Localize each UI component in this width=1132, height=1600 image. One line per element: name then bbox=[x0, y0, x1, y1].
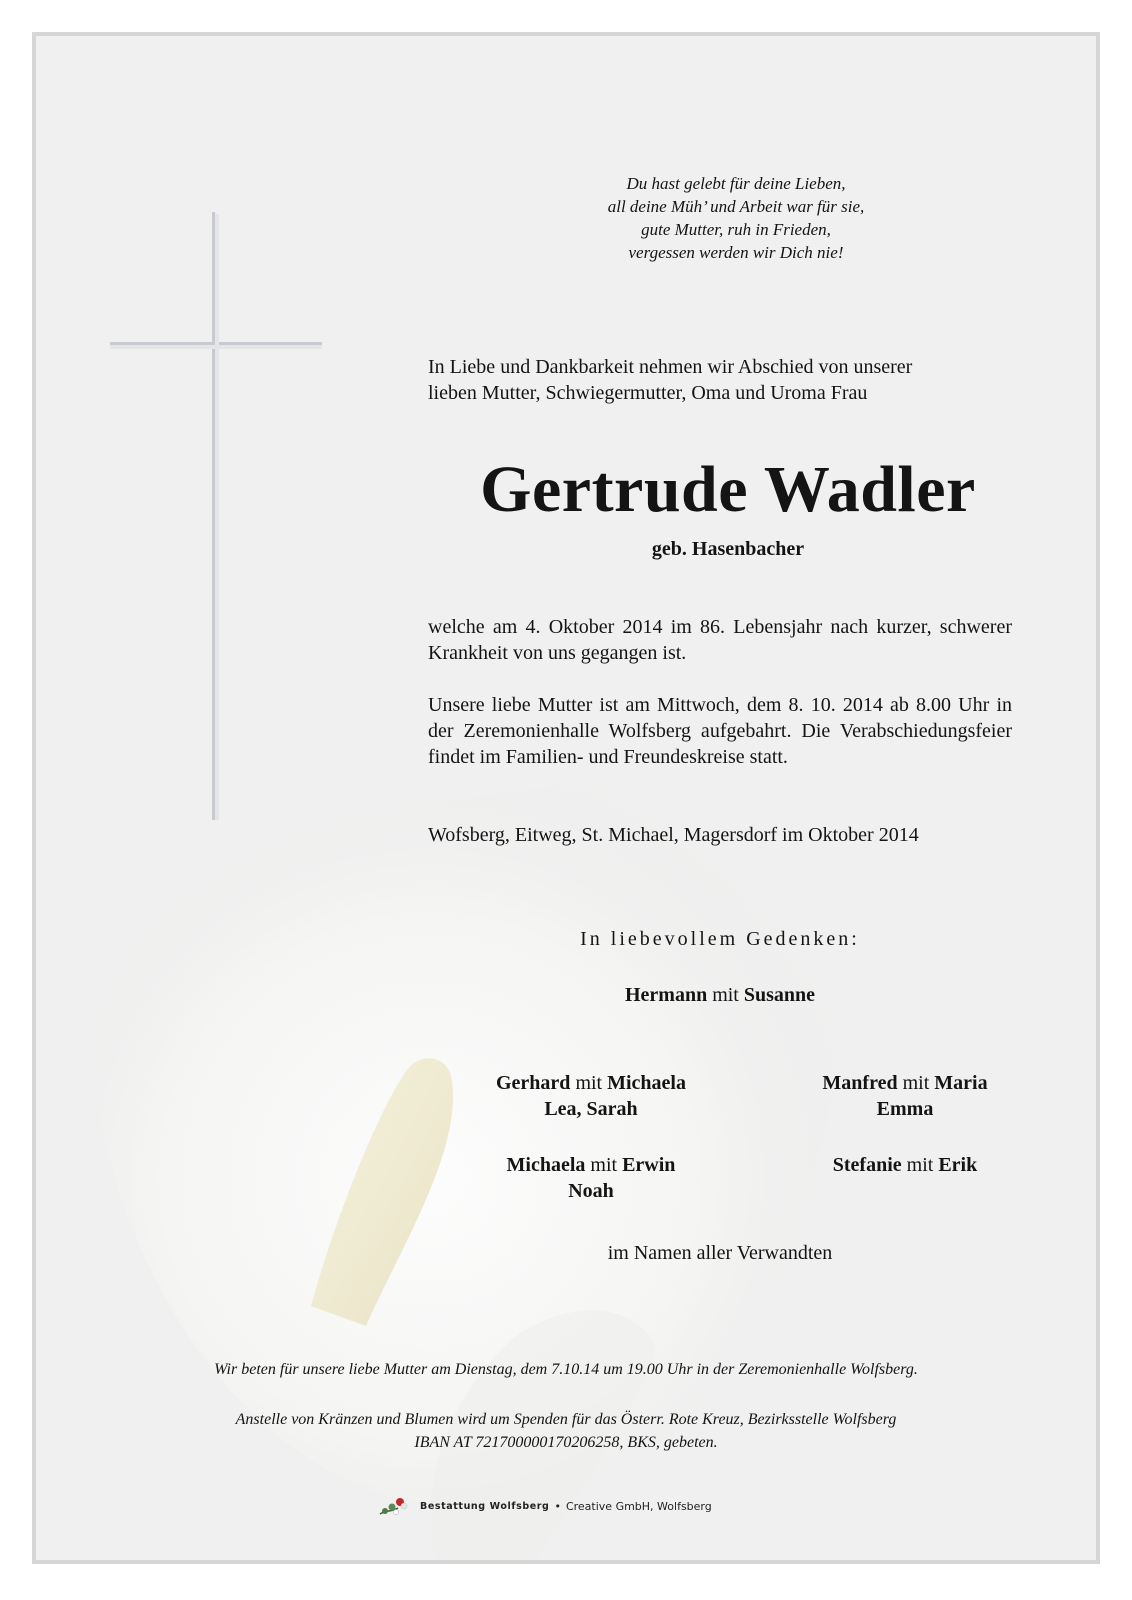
creator-credit: Creative GmbH, Wolfsberg bbox=[565, 1499, 712, 1513]
poem-line: vergessen werden wir Dich nie! bbox=[628, 243, 844, 262]
mourner-group-right-2 bbox=[770, 1152, 1040, 1178]
mourner-connector: mit bbox=[902, 1072, 930, 1094]
funeral-home-footer bbox=[376, 1491, 776, 1521]
mourner-group-left-2 bbox=[456, 1152, 726, 1204]
footer-separator: • bbox=[554, 1499, 561, 1513]
mourner-name: Erik bbox=[938, 1154, 978, 1176]
poem-line: all deine Müh’ und Arbeit war für sie, bbox=[607, 197, 865, 216]
donation-note bbox=[36, 1408, 1096, 1454]
mourner-name: Hermann bbox=[624, 984, 708, 1006]
intro-text bbox=[428, 354, 1028, 406]
obituary-frame bbox=[32, 32, 1100, 1564]
mourner-name: Gerhard bbox=[496, 1072, 571, 1094]
mourner-connector: mit bbox=[575, 1072, 603, 1094]
place-date-line: Wofsberg, Eitweg, St. Michael, Magersdorf im Oktober 2014 bbox=[428, 824, 919, 846]
mourner-connector: mit bbox=[712, 984, 739, 1006]
poem-verse bbox=[556, 172, 916, 264]
mourner-group-main bbox=[428, 982, 1012, 1008]
mourner-connector: mit bbox=[590, 1154, 618, 1176]
mourner-name: Michaela bbox=[506, 1154, 586, 1176]
mourner-name: Michaela bbox=[607, 1072, 686, 1094]
intro-line-1: In Liebe und Dankbarkeit nehmen wir Abschied von unserer bbox=[428, 356, 913, 378]
flower-logo-icon bbox=[376, 1492, 416, 1520]
mourner-group-left-1 bbox=[456, 1070, 726, 1122]
deceased-name: Gertrude Wadler bbox=[480, 453, 976, 526]
mourner-children: Emma bbox=[876, 1098, 934, 1120]
relatives-line: im Namen aller Verwandten bbox=[607, 1242, 833, 1264]
mourner-name: Manfred bbox=[822, 1072, 898, 1094]
poem-line: gute Mutter, ruh in Frieden, bbox=[641, 220, 831, 239]
mourner-children: Noah bbox=[568, 1180, 614, 1202]
mourners-heading: In liebevollem Gedenken: bbox=[580, 928, 860, 950]
mourner-name: Maria bbox=[934, 1072, 988, 1094]
prayer-note: Wir beten für unsere liebe Mutter am Dienstag, dem 7.10.14 um 19.00 Uhr in der Zeremonienhalle Wolfsberg. bbox=[214, 1361, 918, 1378]
mourner-connector: mit bbox=[906, 1154, 934, 1176]
funeral-home-name: Bestattung Wolfsberg bbox=[420, 1500, 550, 1512]
death-notice-paragraph: welche am 4. Oktober 2014 im 86. Lebensjahr nach kurzer, schwerer Krankheit von uns gegangen ist. bbox=[428, 616, 1012, 664]
donation-line-1: Anstelle von Kränzen und Blumen wird um Spenden für das Österr. Rote Kreuz, Bezirksstelle Wolfsberg bbox=[235, 1411, 897, 1428]
viewing-paragraph: Unsere liebe Mutter ist am Mittwoch, dem 8. 10. 2014 ab 8.00 Uhr in der Zeremonienhalle Wolfsberg aufgebahrt. Die Verabschiedungsfeier findet im Familien- und Freundeskreise statt. bbox=[428, 694, 1012, 768]
mourner-children: Lea, Sarah bbox=[544, 1098, 638, 1120]
donation-line-2: IBAN AT 721700000170206258, BKS, gebeten. bbox=[414, 1434, 718, 1451]
intro-line-2: lieben Mutter, Schwiegermutter, Oma und Uroma Frau bbox=[428, 382, 868, 404]
mourner-group-right-1 bbox=[770, 1070, 1040, 1122]
mourner-name: Stefanie bbox=[832, 1154, 902, 1176]
birth-name: geb. Hasenbacher bbox=[651, 538, 805, 560]
cross-icon bbox=[36, 36, 376, 856]
mourner-name: Erwin bbox=[622, 1154, 676, 1176]
poem-line: Du hast gelebt für deine Lieben, bbox=[626, 174, 846, 193]
mourner-name: Susanne bbox=[743, 984, 816, 1006]
